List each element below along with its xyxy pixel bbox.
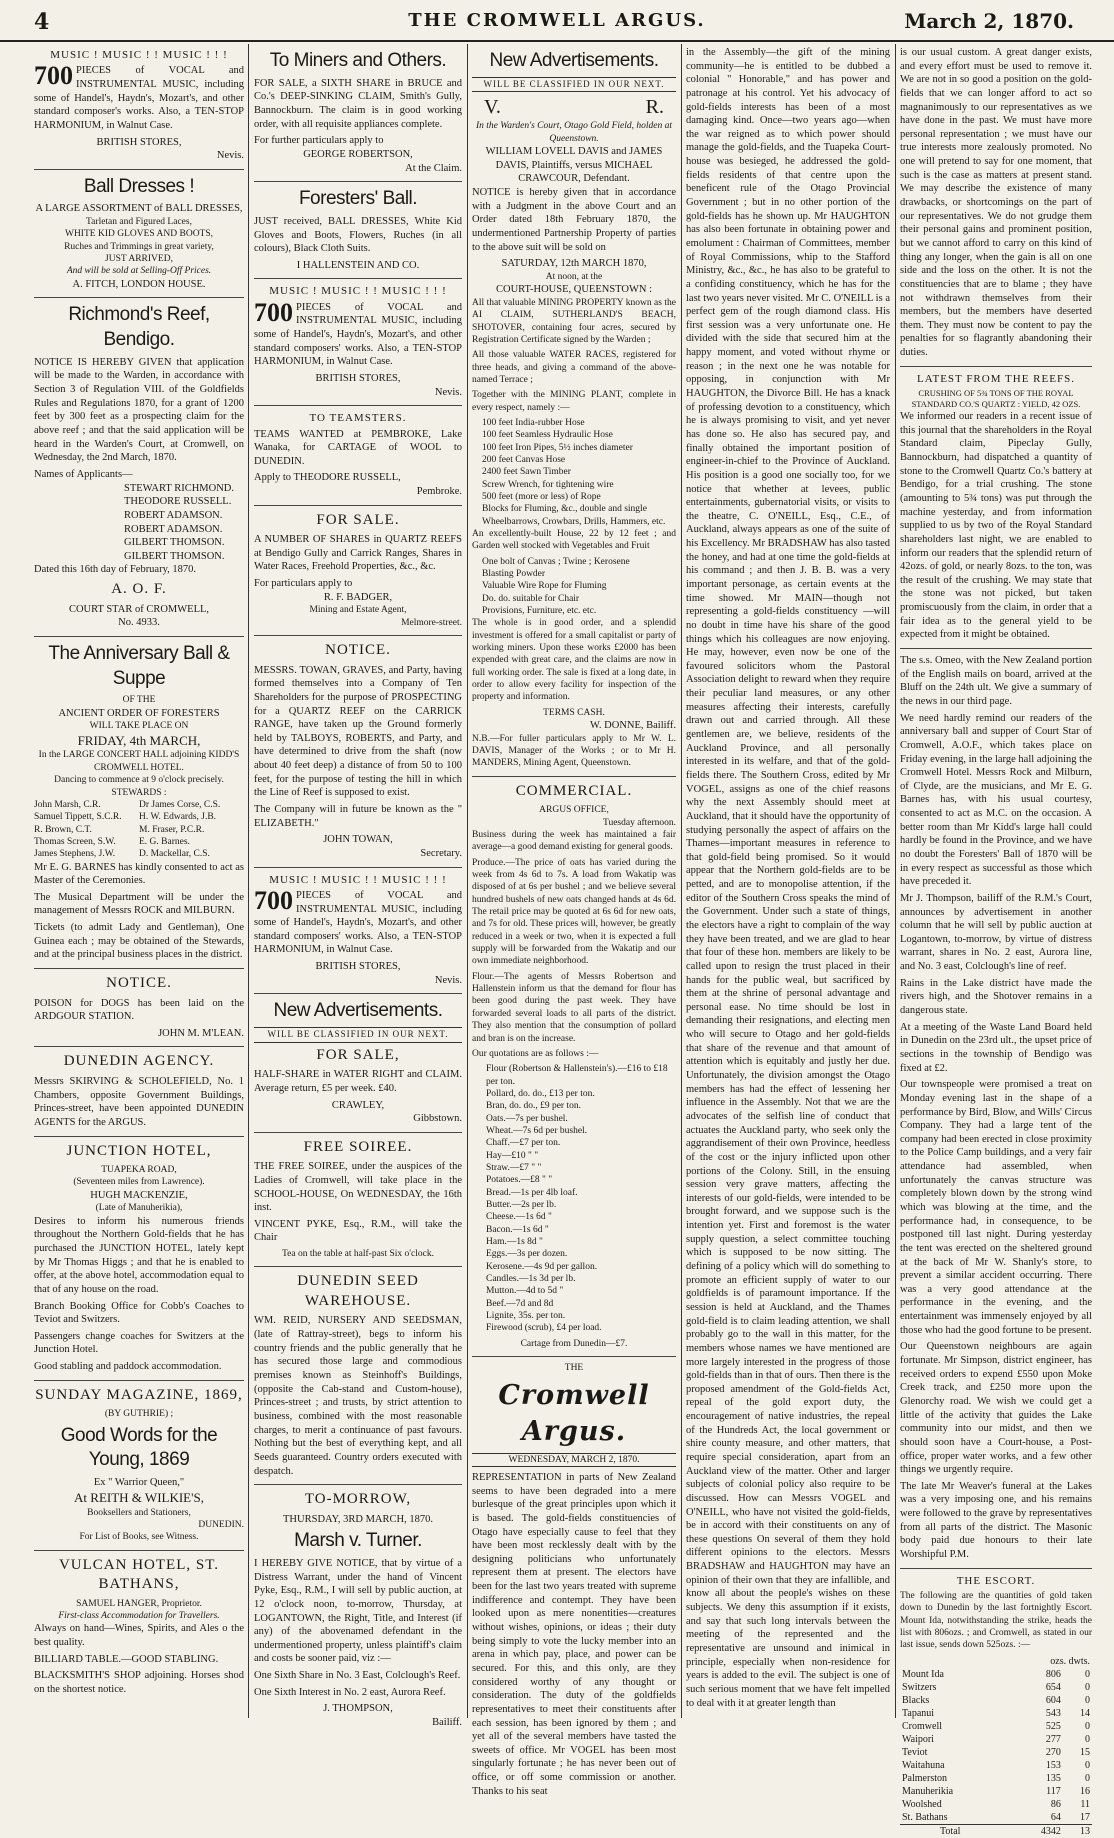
quote-row: Lignite, 35s. per ton. <box>486 1311 566 1322</box>
music-ad-heading: MUSIC ! MUSIC ! ! MUSIC ! ! ! <box>50 49 228 61</box>
reefs-subheading: CRUSHING OF 5¾ TONS OF THE ROYAL STANDARD CO.'S QUARTZ : YIELD, 42 OZS. <box>911 388 1081 410</box>
column-5 <box>900 46 1092 1837</box>
ad-signature: J. THOMPSON, <box>323 1703 393 1715</box>
ad-line: Nevis. <box>434 974 462 986</box>
quote-row: Hay—£10 " " <box>486 1150 539 1161</box>
table-row: Waitahuna 153 0 <box>902 1759 1090 1771</box>
list-item: One bolt of Canvas ; Twine ; Kerosene <box>482 556 630 567</box>
quote-row: Firewood (scrub), £4 per load. <box>486 1323 602 1334</box>
ad-line: (Seventeen miles from Lawrence). <box>73 1177 205 1188</box>
table-row: St. Bathans 64 17 <box>902 1811 1090 1823</box>
applicant-name: ROBERT ADAMSON. <box>124 523 223 535</box>
ad-line: BRITISH STORES, <box>315 372 401 384</box>
quote-row: Chaff.—£7 per ton. <box>486 1138 561 1149</box>
ad-line: Mining and Estate Agent, <box>309 605 407 616</box>
notice-heading: NOTICE. <box>325 642 391 659</box>
ad-line: For List of Books, see Witness. <box>79 1532 199 1543</box>
ad-paragraph: VINCENT PYKE, Esq., R.M., will take the Chair <box>254 1218 462 1244</box>
column-2 <box>254 46 462 1729</box>
table-row: Cromwell 525 0 <box>902 1720 1090 1732</box>
column-rule <box>681 44 682 1718</box>
ad-line: Ex " Warrior Queen," <box>93 1476 185 1488</box>
music-ad-town: Nevis. <box>216 150 244 162</box>
ad-line: TUAPEKA ROAD, <box>101 1165 177 1176</box>
cartage-line: Cartage from Dunedin—£7. <box>520 1338 628 1349</box>
list-item: Valuable Wire Rope for Fluming <box>482 581 607 592</box>
ad-line: And will be sold at Selling-Off Prices. <box>66 266 212 277</box>
table-row: Waipori 277 0 <box>902 1733 1090 1745</box>
article-paragraph: Business during the week has maintained a fair average—a good demand existing for general goods. <box>472 830 676 853</box>
ad-line: JUST ARRIVED, <box>105 254 173 265</box>
ad-paragraph: A NUMBER OF SHARES in QUARTZ REEFS at Bendigo Gully and Carrick Ranges, Shares in Water Races, Freehold Properties, &c., &c. <box>254 534 462 573</box>
ad-line: At noon, at the <box>545 271 603 282</box>
table-row: Blacks 604 0 <box>902 1694 1090 1706</box>
ad-line: Ruches and Trimmings in great variety, <box>64 241 214 252</box>
ad-paragraph: An excellently-built House, 22 by 12 feet ; and Garden well stocked with Vegetables and Fruit <box>472 529 676 552</box>
case-parties: WILLIAM LOVELL DAVIS and JAMES DAVIS, Plaintiffs, versus MICHAEL CRAWCOUR, Defendant. <box>485 146 663 185</box>
ad-line: GEORGE ROBERTSON, <box>303 148 413 160</box>
auction-heading: TO-MORROW, <box>304 1491 412 1508</box>
ad-line: Secretary. <box>420 847 462 859</box>
page-number: 4 <box>34 9 50 35</box>
ad-line: CRAWLEY, <box>331 1099 385 1111</box>
ad-paragraph: The whole is in good order, and a splendid investment is offered for a small capitalist or party of working miners. Upon these works £2000 has been expended with great care, and the claims are now in full working order. The sale is fixed at a long date, in order to allow every facility for inspection of the property and information. <box>472 618 676 703</box>
ad-line: WILL TAKE PLACE ON <box>89 721 189 732</box>
steward-name: H. W. Edwards, J.B. <box>139 812 217 823</box>
ad-line: A LARGE ASSORTMENT of BALL DRESSES, <box>35 203 243 215</box>
ad-paragraph: Always on hand—Wines, Spirits, and Ales o the best quality. <box>34 1623 244 1648</box>
court-number: No. 4933. <box>118 617 160 629</box>
ad-paragraph: Tickets (to admit Lady and Gentleman), One Guinea each ; may be obtained of the Stewards, and at the principal business places in the district. <box>34 922 244 961</box>
quote-row: Kerosene.—4s 9d per gallon. <box>486 1261 598 1272</box>
plant-list <box>472 556 676 618</box>
notice-heading: NOTICE. <box>106 975 172 992</box>
good-words-heading: Good Words for the Young, 1869 <box>60 1424 218 1471</box>
case-court: In the Warden's Court, Otago Gold Field, holden at Queenstown. <box>475 121 673 144</box>
ad-paragraph: WM. REID, NURSERY AND SEEDSMAN, (late of Rattray-street), begs to inform his country friends and the public generally that he has secured those large and commodious premises known as Steinhoff's Buildings, (opposite the Cab-stand and Custom-house), Princes-street ; and trusts, by strict attention to business, combined with the most reasonable charges, to merit a continuance of past favours. Nothing but the best of everything kept, and all Seeds guaranteed. Country orders executed with despatch. <box>254 1315 462 1477</box>
editorial-date: WEDNESDAY, MARCH 2, 1870. <box>472 1453 676 1467</box>
reefs-heading: LATEST FROM THE REEFS. <box>917 372 1075 385</box>
ad-line: Bailiff. <box>432 1717 462 1729</box>
steward-name: Thomas Screen, S.W. <box>34 836 116 847</box>
steward-name: Dr James Corse, C.S. <box>139 799 221 810</box>
steward-name: M. Fraser, P.C.R. <box>139 824 205 835</box>
quote-row: Ham.—1s 8d " <box>486 1237 543 1248</box>
quote-row: Potatoes.—£8 " " <box>486 1175 553 1186</box>
ad-line: Tuesday afternoon. <box>603 817 676 828</box>
teamsters-heading: TO TEAMSTERS. <box>309 412 407 425</box>
list-item: 200 feet Canvas Hose <box>482 454 566 465</box>
steward-name: James Stephens, J.W. <box>34 849 116 860</box>
ad-paragraph: The Company will in future be known as the " ELIZABETH." <box>254 804 462 829</box>
escort-heading: THE ESCORT. <box>956 1574 1036 1587</box>
ad-line: At REITH & WILKIE'S, <box>74 1489 204 1505</box>
list-item: Wheelbarrows, Crowbars, Drills, Hammers, etc. <box>482 516 666 527</box>
news-paragraph: Our Queenstown neighbours are again fortunate. Mr Simpson, district engineer, has received orders to expend £550 upon Moke Creek track, and £250 more upon the Glenorchy road. We wish we could get a little of the activity that guides the Lake community into our midst, and then we should soon have a Court-house, a Post-office, proper water works, and a few other things we urgently require. <box>900 1341 1092 1476</box>
ad-line: COURT-HOUSE, QUEENSTOWN : <box>496 284 652 296</box>
table-row: Teviot 270 15 <box>902 1746 1090 1758</box>
news-paragraph: At a meeting of the Waste Land Board held in Dunedin on the 23rd ult., the upset price of sections in the township of Bendigo was fixed at £2. <box>900 1021 1092 1074</box>
ad-line: SAMUEL HANGER, Proprietor. <box>76 1598 202 1609</box>
list-item: Screw Wrench, for tightening wire <box>482 479 614 490</box>
plant-list <box>472 417 676 528</box>
ad-paragraph: HALF-SHARE in WATER RIGHT and CLAIM. Average return, £5 per week. £40. <box>254 1069 462 1094</box>
table-header-row <box>900 1655 1092 1668</box>
ad-line: Booksellers and Stationers, <box>87 1507 191 1518</box>
classified-note: WILL BE CLASSIFIED IN OUR NEXT. <box>254 1027 462 1043</box>
table-row: Mount Ida 806 0 <box>902 1668 1090 1680</box>
ad-paragraph: One Sixth Interest in No. 2 east, Aurora Reef. <box>254 1686 446 1698</box>
quote-row: Mutton.—4d to 5d " <box>486 1286 564 1297</box>
notice-date: Dated this 16th day of February, 1870. <box>34 564 197 576</box>
quote-row: Beef.—7d and 8d <box>486 1298 554 1309</box>
ball-dresses-heading: Ball Dresses ! <box>83 175 195 197</box>
applicant-name: THEODORE RUSSELL. <box>124 496 232 508</box>
ad-paragraph: Branch Booking Office for Cobb's Coaches to Teviot and Switzers. <box>34 1300 244 1326</box>
editorial-paragraph: in the Assembly—the gift of the mining community—he is entitled to be dubbed a colonial " Honorable," and has power and patronage at his control. Yet his advocacy of gold-fields interests has been of a most damaging kind. Once—two years ago—when the war reigned as to which power should manage the gold-fields, and the Tuapeka Court-house was besieged, he addressed the gold-fields residents of that centre upon the beneficent rule of the Otago Provincial Government ; but in no other portion of the gold-fields has he shown up. Mr HAUGHTON has also been fortunate in obtaining power and emolument : Chairman of Committees, member of Royal Commissions, whip to the Stafford Ministry, &c., &c., he has also to be grateful to a confiding constituency, which he has for the last two years never visited. Mr C. O'NEILL is a perfect gem of the rough diamond class. His first session was a very unfortunate one. He divided with the side that secured him at the happy moment, and voted without rhyme or reason ; in the next one he was notable for opposing, in conjunction with Mr HAUGHTON, the Divorce Bill. He has a knack of professing devotion to a constituency, which he is always promising to visit, and yet never has done so. He also has secured pay, and finally obtained the important position of engineer-in-chief to the Province of Auckland. His position is a good one socially too, for we notice that whether at levees, public entertainments, gubernatorial visits, or visits to the theatre, C. O'NEILL, Esq., C.E., of Auckland, always appears as one of the suite of his Excellency. Mr BRADSHAW has also tasted the honey, and had at one time the gold-fields at his command ; and then J. B. B. was a very important personage, as certain events at the time showed. Mr MAIN—though not representing a gold-fields constituency —will no doubt in time have his share of the good things which his colleagues are now enjoying. He may, however, even now be one of the favoured solicitors whom the Pastoral Association delight to reward when they require their peculiar land measures, or any other measures affecting their interests, carefully drawn out and carried through. All these gentlemen are, we believe, residents of the Auckland Province, and all personally interested in its welfare, and that of the gold-fields there. The Southern Cross, edited by Mr VOGEL, assigns as one of the chief reasons why the next Assembly should meet at Auckland, that it should have the opportunity of studying personally the aspect of affairs on the Thames—important measures in reference to that gold-field being promised. So it would appear that the Northern gold-fields are to be petted, and are to monopolise attention, if the editor of the Southern Cross speaks the mind of the Government. Under such a state of things, the electors have a right to complain of the way they have been treated, and we are glad to hear that four of these hon. members are likely to be called upon to resign the trust placed in their hands for the public weal, but sacrificed by them at the shrine of personal advantage and personal ease. No time should be lost in demanding their resignations, and electing men who will secure to Otago and her gold-fields that share of the revenue and that amount of attention which is equitably and justly her due. Unfortunately, the division amongst the Otago members has had the effect of lessening her influence in the Assembly. Not that we are the advocates of the selfish line of conduct that actuates the Auckland party, who seek only the aggrandisement of their own Province, heedless of the cost or the injury inflicted upon other portions of the Colony. Still, in the ensuing session very grave matters, affecting the interests of our gold-fields, were intended to be brought forward, and we suppose such is the intention yet. First and foremost is the water supply question, a select committee touching which is supposed to be now sitting. The defining of a policy which will do something to promote an efficient supply of water to our goldfields is of paramount importance. If the session is held at Auckland, and the Thames gold-field is to claim leading attention, we shall probably go to the wall in this matter, for the members whose names we have mentioned are more largely interested in the progress of those gold-fields than in that of ours. Then there is the proposed amendment of the Gold-fields Act, repeal of the gold export duty, the encouragement of native industries, the repeal of the Hundreds Act, the local government or shire county measure, and other matters, that require special consideration, apart from an Auckland view of the matter. Other and larger subjects of colonial policy also require to be discussed. How can Messrs VOGEL and O'NEILL, who have not visited the gold-fields, be in accord with their constituents on any of these questions On several of them they hold different opinions to the electors. Messrs BRADSHAW and HAUGHTON may have an opinion of their own that they are infallible, and know all about the people's wishes on these subjects. We deny this assumption if it exists, and say that such long intervals between the meeting of the represented and the representative are unsound and inimical in principle, especially when non-residence for years is added to the evil. The subject is one of such serious moment that we have felt impelled to deal with it at greater length than <box>686 47 890 1709</box>
ad-paragraph: One Sixth Share in No. 3 East, Colclough's Reef. <box>254 1670 461 1682</box>
list-item: Blocks for Fluming, &c., double and single <box>482 504 647 515</box>
news-paragraph: The late Mr Weaver's funeral at the Lakes was a very imposing one, and his remains were followed to the grave by representatives from all parts of the district. The Masonic body paid due honours to their late Worshipful P.M. <box>900 1480 1092 1561</box>
list-item: 100 feet India-rubber Hose <box>482 417 585 428</box>
column-1 <box>34 46 244 1716</box>
ad-line: For particulars apply to <box>254 578 353 590</box>
quote-row: Straw.—£7 " " <box>486 1162 542 1173</box>
masthead <box>0 0 1114 42</box>
ad-line: BRITISH STORES, <box>315 961 401 973</box>
ad-line: R. F. BADGER, <box>323 591 393 603</box>
anniversary-heading: The Anniversary Ball & Suppe <box>48 642 230 689</box>
list-item: Provisions, Furniture, etc. etc. <box>482 606 597 617</box>
ad-paragraph: TEAMS WANTED at PEMBROKE, Lake Wanaka, for CARTAGE of WOOL to DUNEDIN. <box>254 428 462 467</box>
soiree-heading: FREE SOIREE. <box>303 1138 413 1155</box>
quote-row: Eggs.—3s per dozen. <box>486 1249 568 1260</box>
ad-paragraph: Passengers change coaches for Switzers at the Junction Hotel. <box>34 1330 244 1356</box>
news-paragraph: The s.s. Omeo, with the New Zealand portion of the English mails on board, arrived at the Bluff on the 24th ult. We give a summary of the news in our third page. <box>900 655 1092 707</box>
list-item: 500 feet (more or less) of Rope <box>482 491 601 502</box>
ad-line: Apply to THEODORE RUSSELL, <box>254 472 401 484</box>
ad-signature: JOHN TOWAN, <box>323 834 393 846</box>
ad-paragraph: FOR SALE, a SIXTH SHARE in BRUCE and Co.'s DEEP-SINKING CLAIM, Smith's Gully, Bannockburn. The claim is in good working order, with all requisite appliances complete. <box>254 77 462 130</box>
news-paragraph: Rains in the Lake district have made the rivers high, and the Shotover remains in a dangerous state. <box>900 977 1092 1017</box>
article-paragraph: We informed our readers in a recent issue of this journal that the shareholders in the Royal Standard claim, Pipeclay Gully, Bannockburn, had dispatched a quantity of stone to the Cromwell Quartz Co.'s battery at Bendigo, for a trial crushing. The stone (amounting to 5¾ tons) was put through the machine yesterday, and from information supplied to us by two of the Royal Standard shareholders last night, we are enabled to inform our readers that the splendid return of 42ozs. of gold, or nearly 8ozs. to the ton, was the result of the crushing. We may state that the stone was not picked, but taken promiscuously from the claim, in order that a fair idea as to the general yield to be expected from it might be obtained. <box>900 411 1092 641</box>
applicant-name: GILBERT THOMSON. <box>124 537 225 549</box>
ad-paragraph: Together with the MINING PLANT, complete in every respect, namely :— <box>472 390 676 413</box>
marsh-turner-heading: Marsh v. Turner. <box>294 1530 422 1552</box>
ad-line: Dancing to commence at 9 o'clock precisely. <box>54 775 224 786</box>
ad-line: Pembroke. <box>416 486 462 498</box>
ad-signature: A. FITCH, LONDON HOUSE. <box>72 278 206 290</box>
table-row: Palmerston 135 0 <box>902 1772 1090 1784</box>
ad-line: At the Claim. <box>405 162 462 174</box>
news-paragraph: Our townspeople were promised a treat on Monday evening last in the shape of a performance by Bird, Blow, and Wills' Circus Company. They had a large tent of the company had been erected in close proximity to the Police Camp buildings, and a very fair attendance had assembled, when unfortunately the canvas structure was completely blown down by the strong wind which was blowing at the time, and the performance had, in consequence, to be postponed till last night. During yesterday the tent was erected on the sheltered ground at the back of Mr W. Shanly's store, to prevent a similar accident occurring. There was a very good attendance at the performance in the evening, and the entertainment was immensely enjoyed by all those who had the good fortune to be present. <box>900 1079 1092 1336</box>
table-total-row: Total 4342 13 <box>900 1824 1092 1838</box>
column-rule <box>895 44 896 1718</box>
junction-hotel-heading: JUNCTION HOTEL, <box>66 1142 212 1159</box>
ad-paragraph: BILLIARD TABLE.—GOOD STABLING. <box>34 1653 219 1665</box>
news-paragraph: Mr J. Thompson, bailiff of the R.M.'s Court, announces by advertisement in another column that he will sell by public auction at Logantown, to-morrow, by virtue of distress warrant, shares in No. 2 east, Aurora line, and No. 3 east, Colclough's line of reef. <box>900 892 1092 973</box>
editorial-paragraph: REPRESENTATION in parts of New Zealand seems to have been degraded into a mere burlesque of the great principles upon which it is based. The gold-fields constituencies of Otago have especially cause to feel that they have been most recklessly dealt with by the designing politicians who unfortunately represent them at present. The electors have been for the last two years treated with supreme indifference and contempt. They have been looked upon as mere nonentities—creatures without wishes, opinions, or ideas ; their duty being simply to vote the lucky member into an arena in which pay, place, and power can be secured. For this, and this only, are they considered worthy of any thought or consideration. The duty of the goldfields representatives to meet their constituents after each session, has been ignored by them ; and yet all of the several members have tasted the sweets of office. Mr VOGEL has been most singularly fortunate ; he has never been out of office, or off some commission or another. Thanks to his seat <box>472 1471 676 1797</box>
new-advertisements-heading: New Advertisements. <box>489 50 659 71</box>
case-title <box>472 94 676 120</box>
argus-the: THE <box>564 1363 584 1374</box>
ad-line: ANCIENT ORDER OF FORESTERS <box>58 707 220 719</box>
applicant-name: STEWART RICHMOND. <box>124 482 235 494</box>
article-paragraph: Flour.—The agents of Messrs Robertson and Hallenstein inform us that the demand for flour has been good during the past week. They have forwarded several loads to all parts of the district. They also mention that the consumption of pollard and bran is on the increase. <box>472 971 676 1044</box>
quote-row: Wheat.—7s 6d per bushel. <box>486 1125 588 1136</box>
issue-date: March 2, 1870. <box>904 9 1074 33</box>
steward-name: Samuel Tippett, S.C.R. <box>34 812 122 823</box>
table-row: Tapanui 543 14 <box>902 1707 1090 1719</box>
ad-paragraph: Good stabling and paddock accommodation. <box>34 1361 222 1373</box>
quote-row: Bran, do. do., £9 per ton. <box>486 1101 581 1112</box>
table-header: ozs. dwts. <box>1050 1655 1090 1667</box>
quote-row: Candles.—1s 3d per lb. <box>486 1274 576 1285</box>
for-sale-heading: FOR SALE. <box>316 511 400 528</box>
column-3 <box>472 46 676 1797</box>
ad-line: Melmore-street. <box>401 617 462 628</box>
list-item: 100 feet Iron Pipes, 5½ inches diameter <box>482 442 633 453</box>
commercial-heading: COMMERCIAL. <box>515 782 633 799</box>
ad-paragraph: BLACKSMITH'S SHOP adjoining. Horses shod on the shortest notice. <box>34 1670 244 1695</box>
quote-row: Bread.—1s per 4lb loaf. <box>486 1187 578 1198</box>
applicant-name: ROBERT ADAMSON. <box>124 509 223 521</box>
case-v: V. <box>484 96 501 119</box>
dunedin-agency-text: Messrs SKIRVING & SCHOLEFIELD, No. 1 Chambers, opposite Government Buildings, Princes-street, have been appointed DUNEDIN AGENTS for the ARGUS. <box>34 1075 244 1128</box>
ad-paragraph: Desires to inform his numerous friends throughout the Northern Gold-fields that he has purchased the JUNCTION HOTEL, lately kept by Mr Thomas Higgs ; and that he is enabled to offer, at the above hotel, accommodation equal to that of any house on the road. <box>34 1215 244 1295</box>
music-ad-heading: MUSIC ! MUSIC ! ! MUSIC ! ! ! <box>269 873 447 886</box>
ad-signature: W. DONNE, Bailiff. <box>589 720 676 732</box>
editorial-paragraph: is our usual custom. A great danger exists, and every effort must be used to remove it. We are not in so good a position on the gold-fields that we can longer afford to act so magnanimously to our representatives as we have done in the past. We must have more personal representation ; we must have our true interests more zealously promoted. No one will pretend to say for one moment, that such is the case as matters at present stand. We may describe the existence of many drawbacks, or shortcomings on the part of our representatives. We do not grudge them their personal gains and prominent position, but we cannot afford to carry on this kind of thing any longer, when the gain is all on one side and the loss on the other. It is not the constituencies that are to blame ; they have not withdrawn themselves from their members, but the members have deserted them. They must now be content to pay the penalties for so flagrantly abandoning their duties. <box>900 47 1092 359</box>
quote-row: Oats.—7s per bushel. <box>486 1113 568 1124</box>
ad-paragraph: THE FREE SOIREE, under the auspices of the Ladies of Cromwell, will take place in the SCHOOL-HOUSE, On WEDNESDAY, the 16th inst. <box>254 1161 462 1214</box>
ad-line: Tarletan and Figured Laces, <box>86 217 192 228</box>
case-r: R. <box>645 96 664 119</box>
ad-line: WHITE KID GLOVES AND BOOTS, <box>64 229 214 240</box>
ad-line: For further particulars apply to <box>254 135 384 147</box>
applicant-name: GILBERT THOMSON. <box>124 550 225 562</box>
steward-name: R. Brown, C.T. <box>34 824 92 835</box>
ad-line: In the LARGE CONCERT HALL adjoining KIDD'S CROMWELL HOTEL. <box>38 750 240 773</box>
list-item: 100 feet Seamless Hydraulic Hose <box>482 430 613 441</box>
music-ad-text: 700 PIECES of VOCAL and INSTRUMENTAL MUSIC, including some of Handel's, Haydn's, Mozart's, and other standard composer's works. Also, a TEN-STOP HARMONIUM, in Walnut Case. <box>34 61 244 131</box>
ad-line: (Late of Manuherikia), <box>95 1203 183 1214</box>
music-ad-heading: MUSIC ! MUSIC ! ! MUSIC ! ! ! <box>269 285 447 298</box>
table-row: Manuherikia 117 16 <box>902 1785 1090 1797</box>
ad-signature: I HALLENSTEIN AND CO. <box>296 259 420 271</box>
column-4 <box>686 46 890 1716</box>
ad-paragraph: MESSRS. TOWAN, GRAVES, and Party, having formed themselves into a Company of Ten Shareholders for the purpose of PROSPECTING for a QUARTZ REEF on the CARRICK RANGE, have taken up the Ground formerly held by TALBOYS, ROBERTS, and Party, and have determined to drive from the shaft (now about 40 feet deep) a distance of from 50 to 100 feet, for the purpose of testing the hill in which the Line of Reef is supposed to exist. <box>254 664 462 799</box>
ad-line: DUNEDIN. <box>198 1519 244 1530</box>
ad-line: Tea on the table at half-past Six o'clock. <box>282 1249 434 1260</box>
stewards-heading: STEWARDS : <box>111 787 167 798</box>
escort-table <box>900 1655 1092 1838</box>
ad-line: TERMS CASH. <box>543 707 605 718</box>
ad-paragraph: JUST received, BALL DRESSES, White Kid Gloves and Boots, Flowers, Ruches (in all colours), Black Cloth Suits. <box>254 215 462 255</box>
list-item: Blasting Powder <box>482 569 546 580</box>
news-paragraph: We need hardly remind our readers of the anniversary ball and supper of Court Star of Cromwell, A.O.F., which takes place on Friday evening, in the large hall adjoining the Cromwell Hotel. Messrs Rock and Milburn, of Clyde, are the musicians, and Mr E. G. Barnes has, with his usual courtesy, consented to act as M.C. on the occasion. A better room than Mr Kidd's large hall could hardly be found in the Province, and we have no doubt the Foresters' Ball of 1870 will be in every respect as successful as those which have preceded it. <box>900 712 1092 888</box>
reef-notice-heading: Richmond's Reef, Bendigo. <box>68 304 210 351</box>
ad-paragraph: All that valuable MINING PROPERTY known as the AI CLAIM, SUTHERLAND'S BEACH, SHOTOVER, containing four acres, secured by Registration Certificate signed by the Warden ; <box>472 297 676 345</box>
ad-line: Gibbstown. <box>413 1113 462 1125</box>
classified-note: WILL BE CLASSIFIED IN OUR NEXT. <box>472 77 676 93</box>
column-rule <box>467 44 468 1718</box>
vulcan-hotel-heading: VULCAN HOTEL, ST. BATHANS, <box>58 1556 220 1593</box>
list-item: 2400 feet Sawn Timber <box>482 467 571 478</box>
ad-line: SATURDAY, 12th MARCH 1870, <box>501 258 647 270</box>
ad-paragraph: Mr E. G. BARNES has kindly consented to act as Master of the Ceremonies. <box>34 861 244 887</box>
table-row: Woolshed 86 11 <box>902 1798 1090 1810</box>
quote-row: Cheese.—1s 6d " <box>486 1212 552 1223</box>
applicants-list <box>34 482 244 564</box>
quote-row: Flour (Robertson & Hallenstein's).—£16 to £18 per ton. <box>486 1064 668 1087</box>
list-item: Do. do. suitable for Chair <box>482 593 580 604</box>
for-sale-heading: FOR SALE, <box>316 1046 400 1063</box>
article-paragraph: Produce.—The price of oats has varied during the week from 4s 6d to 7s. A load from Wakatip was disposed of at 6s per bushel ; and we believe several hundred bushels of new oats changed hands at 4s 6d. The retail price may be quoted at 6s 6d for new oats, and 7s for old. These prices will, however, be greatly reduced in a week or two, when it is expected a full supply will be forwarded from the Wakatip and our own immediate neighborhood. <box>472 857 676 967</box>
music-ad-store: BRITISH STORES, <box>96 136 182 148</box>
column-rule <box>248 44 249 1718</box>
steward-name: D. Mackellar, C.S. <box>139 849 210 860</box>
seed-warehouse-heading: DUNEDIN SEED WAREHOUSE. <box>297 1273 419 1309</box>
quote-row: Pollard, do. do., £13 per ton. <box>486 1088 595 1099</box>
article-paragraph: The following are the quantities of gold taken down to Dunedin by the last fortnightly Escort. Mount Ida, notwithstanding the strike, heads the list with 806ozs. ; and Cromwell, as stated in our last issue, sends down 525ozs. :— <box>900 1590 1092 1651</box>
miners-heading: To Miners and Others. <box>269 50 447 71</box>
quote-row: Butter.—2s per lb. <box>486 1199 557 1210</box>
ad-line: ARGUS OFFICE, <box>539 805 609 816</box>
applicants-label: Names of Applicants— <box>34 468 133 480</box>
court-line: COURT STAR of CROMWELL, <box>68 603 210 615</box>
new-advertisements-heading: New Advertisements. <box>273 1000 443 1022</box>
aof-heading: A. O. F. <box>111 581 167 598</box>
price-quotations <box>472 1063 676 1335</box>
ad-line: Nevis. <box>434 386 462 398</box>
dunedin-agency-heading: DUNEDIN AGENCY. <box>63 1053 215 1070</box>
ad-paragraph: All those valuable WATER RACES, registered for three heads, and giving a command of the above-named Terrace ; <box>472 350 676 385</box>
reef-notice-text: NOTICE IS HEREBY GIVEN that application will be made to the Warden, in accordance with Section 3 of Regulation VIII. of the Goldfields Rules and Regulations 1870, for a grant of 1200 feet by 300 feet as a prospecting claim for the above reef ; and that the said application will be heard in the Warden's Court, at Cromwell, on Wednesday, the 2nd March, 1870. <box>34 356 244 464</box>
ad-paragraph: I HEREBY GIVE NOTICE, that by virtue of a Distress Warrant, under the hand of Vincent Pyke, Esq., R.M., I will sell by public auction, at 12 o'clock noon, to-morrow, Thursday, at LOGANTOWN, the Right, Title, and Interest (if any) of the abovenamed defendant in the undermentioned property, unless plaintiff's claim and costs be sooner paid, viz :— <box>254 1557 462 1665</box>
sunday-magazine-heading: SUNDAY MAGAZINE, 1869, <box>35 1386 243 1403</box>
foresters-ball-heading: Foresters' Ball. <box>298 188 418 210</box>
argus-editorial-title: Cromwell Argus. <box>498 1380 650 1447</box>
ad-paragraph: NOTICE is hereby given that in accordance with a Judgment in the above Court and an Order dated 18th February 1870, the undermentioned Partnership Property of parties to the above suit will be sold on <box>472 186 676 253</box>
article-paragraph: Our quotations are as follows :— <box>472 1048 599 1059</box>
notice-text: POISON for DOGS has been laid on the ARDGOUR STATION. <box>34 997 244 1023</box>
ad-line: (BY GUTHRIE) ; <box>104 1409 174 1420</box>
steward-name: E. G. Barnes. <box>139 836 190 847</box>
steward-name: John Marsh, C.R. <box>34 799 101 810</box>
music-ad-text: 700 PIECES of VOCAL and INSTRUMENTAL MUSIC, including some of Handel's, Haydn's, Mozart's, and other standard composers' works. Also, a TEN-STOP HARMONIUM, in Walnut Case. <box>254 297 462 368</box>
newspaper-title: THE CROMWELL ARGUS. <box>408 10 706 31</box>
table-row: Switzers 654 0 <box>902 1681 1090 1693</box>
quote-row: Bacon.—1s 6d " <box>486 1224 549 1235</box>
ad-line: OF THE <box>122 695 156 706</box>
auction-date: THURSDAY, 3RD MARCH, 1870. <box>283 1513 433 1525</box>
ad-paragraph: N.B.—For fuller particulars apply to Mr W. L. DAVIS, Manager of the Works ; or to Mr H. MANDERS, Mining Agent, Queenstown. <box>472 733 676 769</box>
ad-line: First-class Accommodation for Travellers. <box>58 1610 220 1621</box>
music-ad-text: 700 PIECES of VOCAL and INSTRUMENTAL MUSIC, including some of Handel's, Haydn's, Mozart's, and other standard composers' works. Also, a TEN-STOP HARMONIUM, in Walnut Case. <box>254 885 462 956</box>
ad-date: FRIDAY, 4th MARCH, <box>77 732 201 748</box>
ad-line: HUGH MACKENZIE, <box>90 1189 188 1201</box>
notice-signature: JOHN M. M'LEAN. <box>158 1027 244 1039</box>
ad-paragraph: The Musical Department will be under the management of Messrs ROCK and MILBURN. <box>34 891 244 917</box>
stewards-list <box>34 799 244 861</box>
